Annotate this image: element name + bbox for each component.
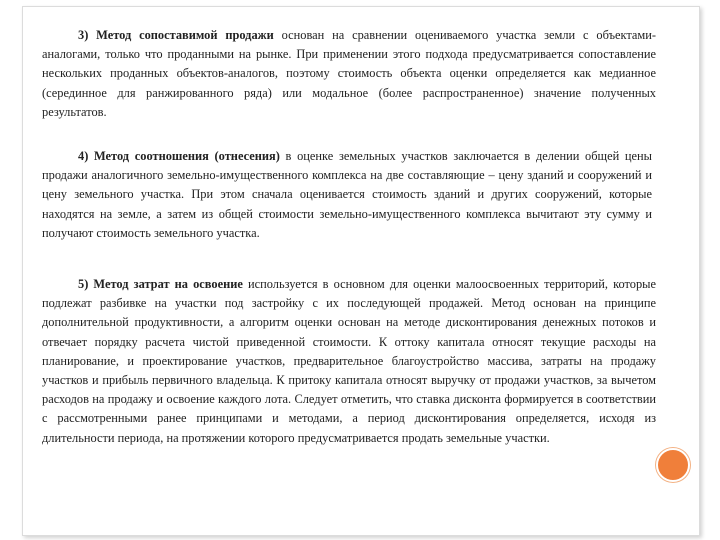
paragraph-sootnoshenie — [42, 147, 652, 243]
paragraph-sopostavimaya-prodazha — [42, 26, 656, 122]
paragraph-heading: 5) Метод затрат на освоение — [78, 277, 243, 291]
paragraph-text: используется в основном для оценки малоосвоенных территорий, которые подлежат разбивке на участки под застройку с их последующей продажей. Метод основан на принципе дополнительной продуктивности, а алгоритм оценки основан на методе дисконтирования денежных потоков и отвечает порядку расчета чистой приведенной стоимости. К оттоку капитала относят текущие расходы на планирование, и проектирование участков, предварительное благоустройство массива, затраты на продажу участков и прибыль первичного владельца. К притоку капитала относят выручку от продажи участков, за вычетом расходов на продажу и освоение каждого лота. Следует отметить, что ставка дисконта формируется в соответствии с рассмотренными ранее принципами и методами, а период дисконтирования определяется, исходя из длительности периода, на протяжении которого предусматривается продать земельные участки. — [42, 277, 657, 445]
paragraph-text: основан на сравнении оцениваемого участка земли с объектами-аналогами, только что проданными на рынке. При применении этого подхода предусматривается сопоставление нескольких проданных объектов-аналогов, поэтому стоимость объекта оценки определяется как медианное (серединное для ранжированного ряда) или модальное (более распространенное) значение полученных результатов. — [42, 28, 656, 119]
decorative-orange-circle — [656, 448, 690, 482]
paragraph-zatraty-na-osvoenie — [42, 275, 656, 448]
paragraph-text: в оценке земельных участков заключается в делении общей цены продажи аналогичного земельно-имущественного комплекса на две составляющие – цену зданий и сооружений и цену земельного участка. При этом сначала оценивается стоимость зданий и других сооружений, которые находятся на земле, а затем из общей стоимости земельно-имущественного комплекса вычитают эту сумму и получают стоимость земельного участка. — [42, 149, 652, 240]
paragraph-heading: 4) Метод соотношения (отнесения) — [78, 149, 280, 163]
paragraph-heading: 3) Метод сопоставимой продажи — [78, 28, 274, 42]
